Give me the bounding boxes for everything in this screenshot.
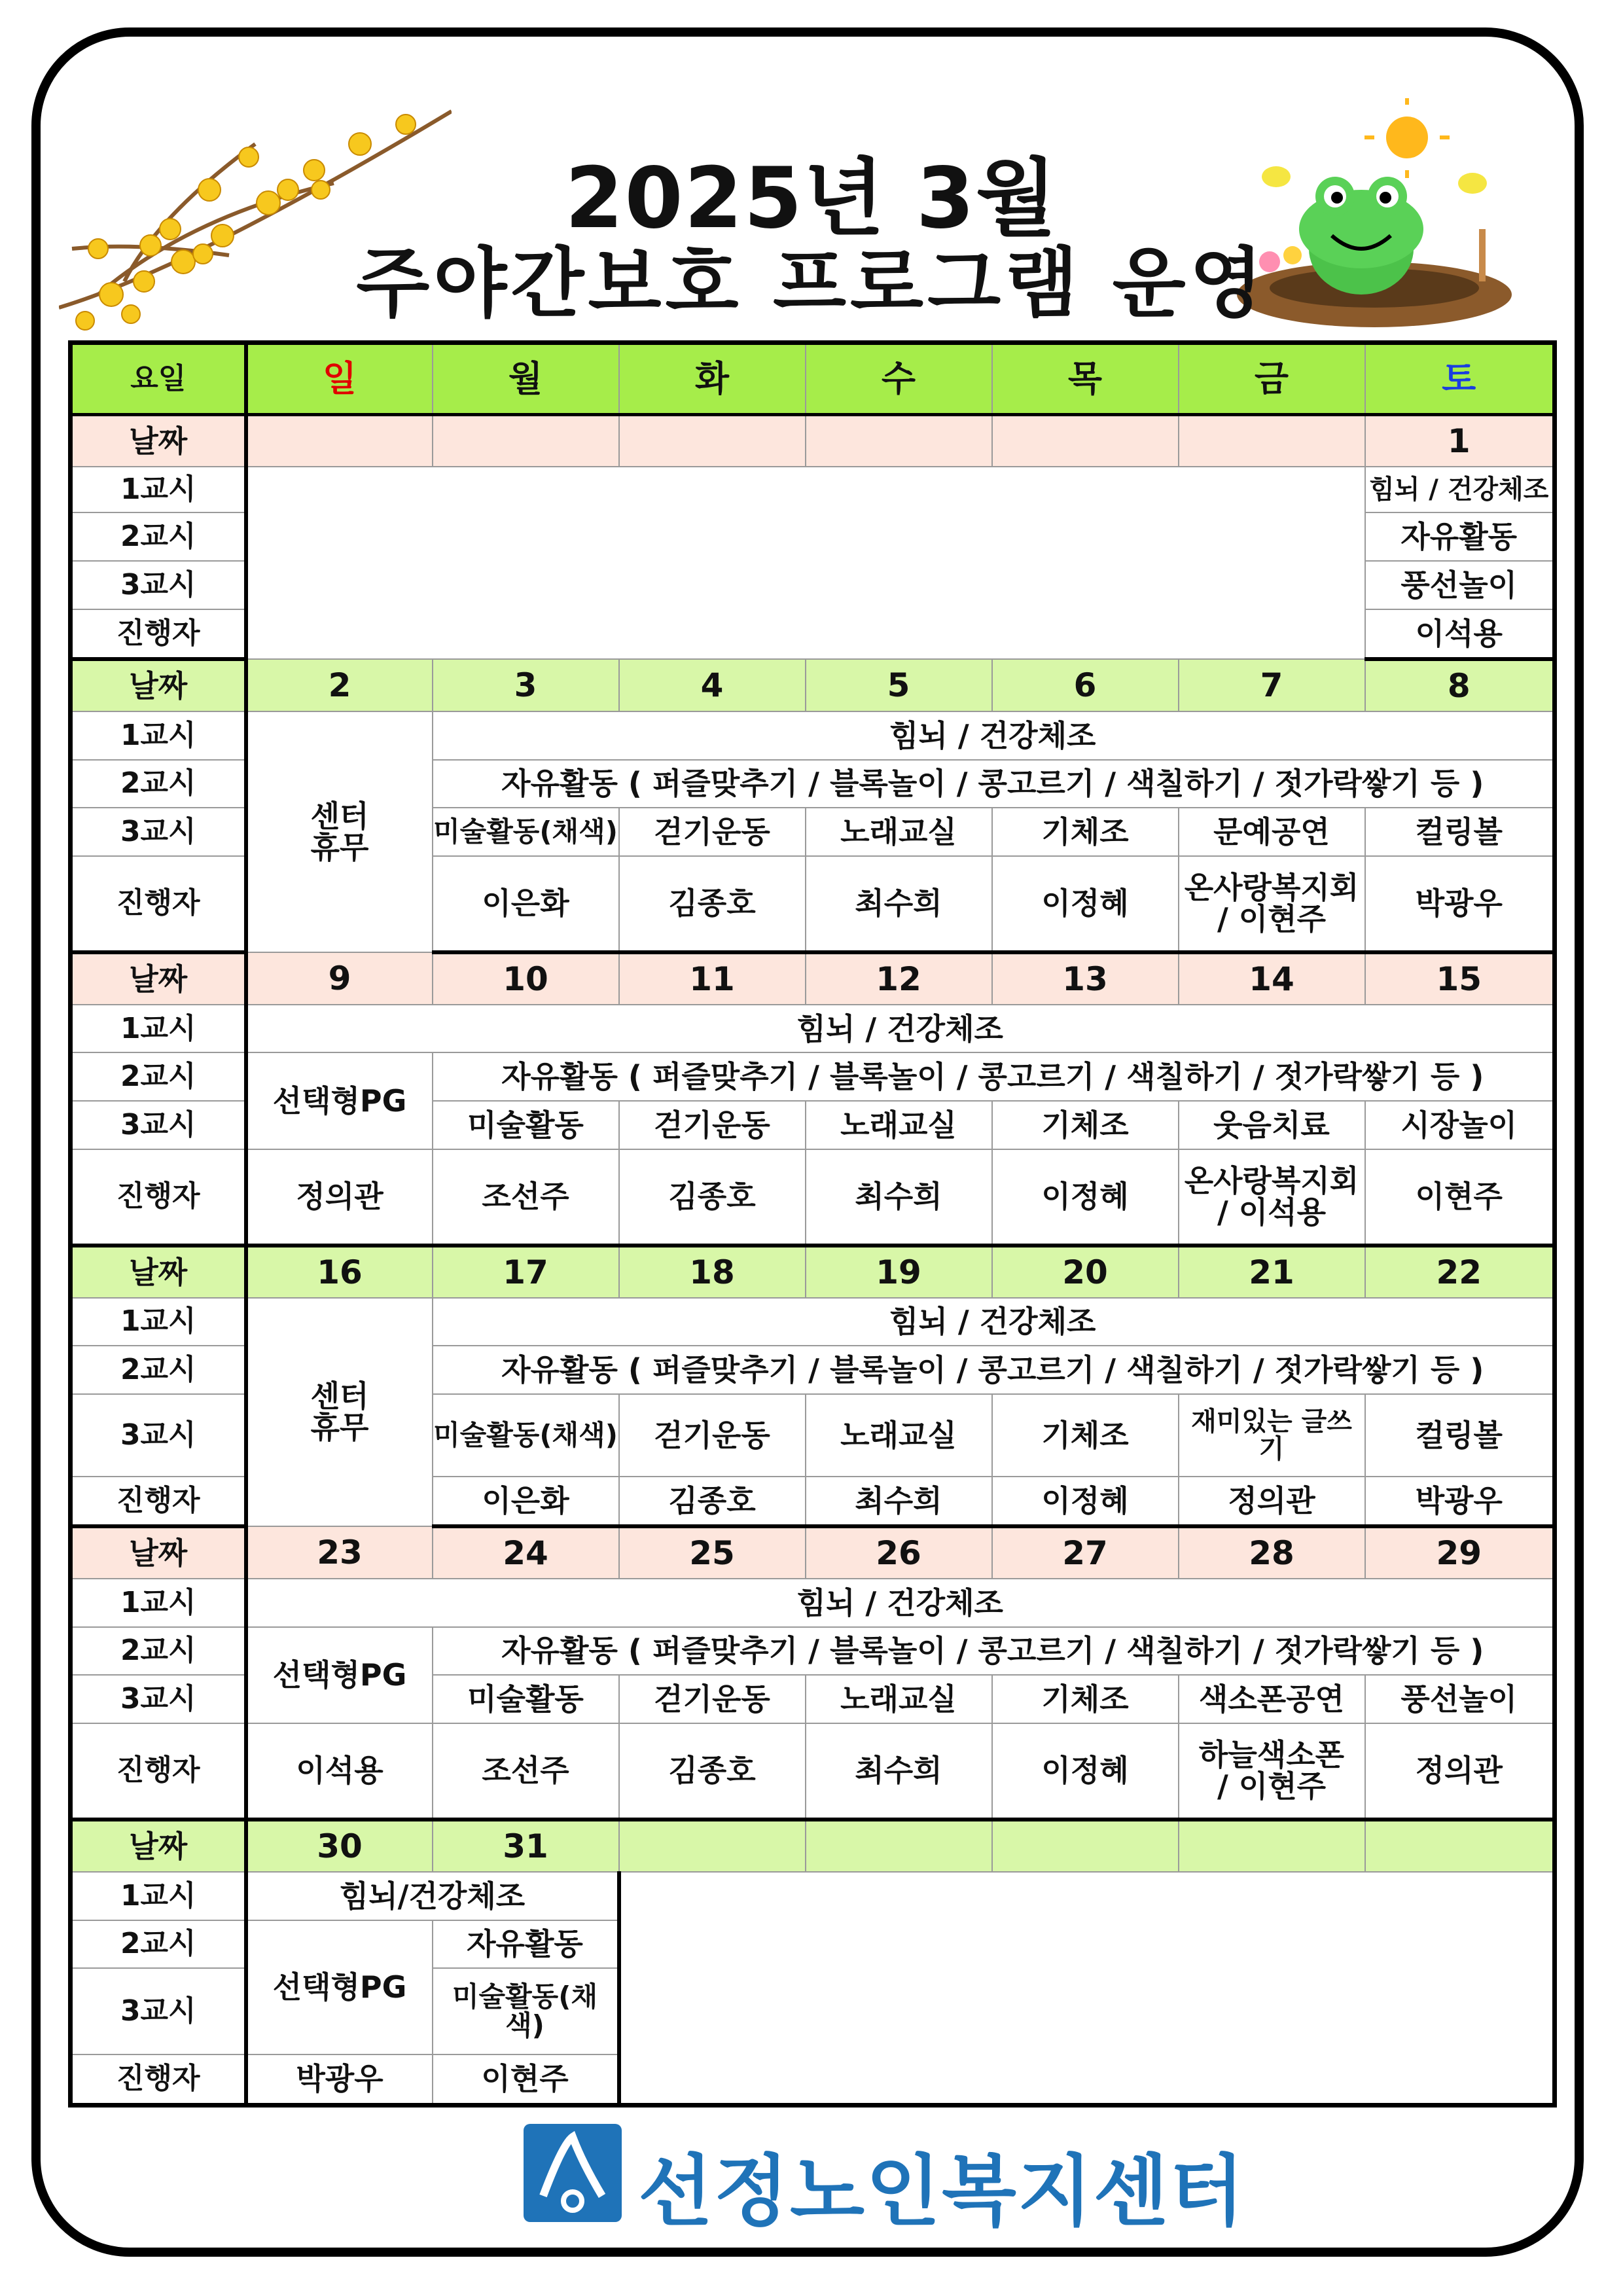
date-cell: 25 <box>619 1526 806 1579</box>
date-cell: 8 <box>1365 659 1555 711</box>
date-cell: 1 <box>1365 415 1555 467</box>
date-label: 날짜 <box>71 1246 246 1298</box>
date-cell: 11 <box>619 952 806 1005</box>
leader-cell: 김종호 <box>619 1477 806 1526</box>
leader-cell: 이은화 <box>433 856 619 952</box>
activity-cell: 힘뇌 / 건강체조 <box>1365 467 1555 512</box>
empty-date-cell <box>433 415 619 467</box>
center-closed-line2: 휴무 <box>310 830 369 865</box>
leader-cell: 이석용 <box>1365 609 1555 659</box>
day-fri: 금 <box>1179 343 1365 415</box>
day-mon: 월 <box>433 343 619 415</box>
common-p1-cell: 힘뇌/건강체조 <box>246 1872 619 1920</box>
week5-p1-row <box>71 1579 1555 1627</box>
leader-label: 진행자 <box>71 609 246 659</box>
leader-cell: 하늘색소폰 / 이현주 <box>1179 1723 1365 1820</box>
leader-cell: 온사랑복지회 / 이석용 <box>1179 1149 1365 1246</box>
period3-label: 3교시 <box>71 1101 246 1149</box>
period3-label: 3교시 <box>71 1968 246 2054</box>
date-cell: 16 <box>246 1246 433 1298</box>
empty-date-cell <box>992 415 1179 467</box>
activity-cell: 노래교실 <box>806 1101 992 1149</box>
period1-label: 1교시 <box>71 1872 246 1920</box>
leader-cell: 김종호 <box>619 1723 806 1820</box>
activity-cell: 풍선놀이 <box>1365 1675 1555 1723</box>
activity-cell: 자유활동 <box>433 1920 619 1969</box>
period3-label: 3교시 <box>71 1675 246 1723</box>
leader-cell: 정의관 <box>1365 1723 1555 1820</box>
activity-cell: 컬링볼 <box>1365 808 1555 856</box>
optional-program-cell: 선택형PG <box>246 1052 433 1149</box>
period3-label: 3교시 <box>71 1394 246 1477</box>
empty-date-cell <box>619 1820 806 1872</box>
week3-p1-row <box>71 1005 1555 1053</box>
date-cell: 2 <box>246 659 433 711</box>
activity-cell: 자유활동 <box>1365 512 1555 561</box>
leader-cell: 이정혜 <box>992 856 1179 952</box>
leader-label: 진행자 <box>71 856 246 952</box>
activity-cell: 미술활동(채색) <box>433 1394 619 1477</box>
week2-p1-row <box>71 711 1555 760</box>
period2-label: 2교시 <box>71 1052 246 1101</box>
activity-cell: 노래교실 <box>806 1675 992 1723</box>
common-p1-cell: 힘뇌 / 건강체조 <box>433 711 1555 760</box>
date-cell: 29 <box>1365 1526 1555 1579</box>
week6-empty-block <box>619 1872 1555 2106</box>
week1-empty-block <box>246 467 1365 659</box>
week4-p1-row <box>71 1298 1555 1346</box>
logo-mark-icon <box>524 2124 622 2222</box>
activity-cell: 색소폰공연 <box>1179 1675 1365 1723</box>
activity-cell: 컬링볼 <box>1365 1394 1555 1477</box>
leader-cell: 최수희 <box>806 1477 992 1526</box>
activity-cell: 기체조 <box>992 1101 1179 1149</box>
date-cell: 22 <box>1365 1246 1555 1298</box>
leader-label: 진행자 <box>71 1477 246 1526</box>
week5-p2-row <box>71 1627 1555 1676</box>
center-closed-cell <box>246 1298 433 1526</box>
activity-cell: 풍선놀이 <box>1365 561 1555 609</box>
date-cell: 9 <box>246 952 433 1005</box>
week5-date-row <box>71 1526 1555 1579</box>
week1-date-row <box>71 415 1555 467</box>
activity-cell: 걷기운동 <box>619 1675 806 1723</box>
activity-cell: 기체조 <box>992 1394 1179 1477</box>
date-cell: 31 <box>433 1820 619 1872</box>
optional-program-cell: 선택형PG <box>246 1920 433 2054</box>
period2-label: 2교시 <box>71 1346 246 1394</box>
date-cell: 19 <box>806 1246 992 1298</box>
period1-label: 1교시 <box>71 1579 246 1627</box>
leader-label: 진행자 <box>71 2054 246 2105</box>
date-cell: 24 <box>433 1526 619 1579</box>
leader-cell: 김종호 <box>619 1149 806 1246</box>
date-cell: 26 <box>806 1526 992 1579</box>
leader-cell: 이현주 <box>1365 1149 1555 1246</box>
date-cell: 21 <box>1179 1246 1365 1298</box>
week6-p1-row <box>71 1872 1555 1920</box>
period2-label: 2교시 <box>71 512 246 561</box>
center-closed-line1: 센터 <box>310 1378 369 1414</box>
date-cell: 23 <box>246 1526 433 1579</box>
logo-mark-glyph <box>524 2124 622 2222</box>
activity-cell: 미술활동(채색) <box>433 1968 619 2054</box>
date-cell: 30 <box>246 1820 433 1872</box>
week3-leader-row <box>71 1149 1555 1246</box>
date-cell: 28 <box>1179 1526 1365 1579</box>
leader-cell: 박광우 <box>1365 856 1555 952</box>
empty-date-cell <box>619 415 806 467</box>
leader-cell: 박광우 <box>1365 1477 1555 1526</box>
empty-date-cell <box>992 1820 1179 1872</box>
date-cell: 27 <box>992 1526 1179 1579</box>
week6-date-row <box>71 1820 1555 1872</box>
activity-cell: 미술활동(채색) <box>433 808 619 856</box>
empty-date-cell <box>1365 1820 1555 1872</box>
date-cell: 15 <box>1365 952 1555 1005</box>
period2-label: 2교시 <box>71 760 246 808</box>
period2-label: 2교시 <box>71 1920 246 1969</box>
activity-cell: 미술활동 <box>433 1101 619 1149</box>
weekday-header-row <box>71 343 1555 415</box>
center-closed-line1: 센터 <box>310 798 369 834</box>
day-sat: 토 <box>1365 343 1555 415</box>
leader-cell: 정의관 <box>1179 1477 1365 1526</box>
week2-date-row <box>71 659 1555 711</box>
week3-p2-row <box>71 1052 1555 1101</box>
leader-cell: 이은화 <box>433 1477 619 1526</box>
center-closed-line2: 휴무 <box>310 1410 369 1446</box>
common-p2-cell: 자유활동 ( 퍼즐맞추기 / 블록놀이 / 콩고르기 / 색칠하기 / 젓가락쌓기 등 ) <box>433 1052 1555 1101</box>
activity-cell: 걷기운동 <box>619 1394 806 1477</box>
date-cell: 4 <box>619 659 806 711</box>
date-label: 날짜 <box>71 952 246 1005</box>
common-p1-cell: 힘뇌 / 건강체조 <box>433 1298 1555 1346</box>
title-line-2: 주야간보호 프로그램 운영 <box>356 240 1267 328</box>
leader-label: 진행자 <box>71 1149 246 1246</box>
weekday-label: 요일 <box>71 343 246 415</box>
activity-cell: 문예공연 <box>1179 808 1365 856</box>
date-label: 날짜 <box>71 1526 246 1579</box>
date-cell: 5 <box>806 659 992 711</box>
optional-program-cell: 선택형PG <box>246 1627 433 1723</box>
period2-label: 2교시 <box>71 1627 246 1676</box>
activity-cell: 시장놀이 <box>1365 1101 1555 1149</box>
leader-cell: 김종호 <box>619 856 806 952</box>
day-tue: 화 <box>619 343 806 415</box>
week5-leader-row <box>71 1723 1555 1820</box>
period3-label: 3교시 <box>71 808 246 856</box>
date-cell: 6 <box>992 659 1179 711</box>
date-cell: 7 <box>1179 659 1365 711</box>
common-p2-cell: 자유활동 ( 퍼즐맞추기 / 블록놀이 / 콩고르기 / 색칠하기 / 젓가락쌓기 등 ) <box>433 760 1555 808</box>
date-cell: 10 <box>433 952 619 1005</box>
empty-date-cell <box>1179 1820 1365 1872</box>
empty-date-cell <box>1179 415 1365 467</box>
leader-cell: 정의관 <box>246 1149 433 1246</box>
center-closed-cell <box>246 711 433 952</box>
empty-date-cell <box>246 415 433 467</box>
activity-cell: 기체조 <box>992 808 1179 856</box>
empty-date-cell <box>806 1820 992 1872</box>
leader-cell: 이정혜 <box>992 1723 1179 1820</box>
period1-label: 1교시 <box>71 1298 246 1346</box>
activity-cell: 노래교실 <box>806 808 992 856</box>
activity-cell: 노래교실 <box>806 1394 992 1477</box>
common-p2-cell: 자유활동 ( 퍼즐맞추기 / 블록놀이 / 콩고르기 / 색칠하기 / 젓가락쌓기 등 ) <box>433 1346 1555 1394</box>
date-label: 날짜 <box>71 659 246 711</box>
activity-cell: 재미있는 글쓰기 <box>1179 1394 1365 1477</box>
date-label: 날짜 <box>71 1820 246 1872</box>
leader-cell: 조선주 <box>433 1723 619 1820</box>
leader-cell: 조선주 <box>433 1149 619 1246</box>
activity-cell: 기체조 <box>992 1675 1179 1723</box>
date-cell: 20 <box>992 1246 1179 1298</box>
leader-cell: 이석용 <box>246 1723 433 1820</box>
day-thu: 목 <box>992 343 1179 415</box>
date-cell: 14 <box>1179 952 1365 1005</box>
date-label: 날짜 <box>71 415 246 467</box>
leader-cell: 이현주 <box>433 2054 619 2105</box>
leader-cell: 이정혜 <box>992 1149 1179 1246</box>
leader-cell: 최수희 <box>806 1723 992 1820</box>
period1-label: 1교시 <box>71 467 246 512</box>
common-p2-cell: 자유활동 ( 퍼즐맞추기 / 블록놀이 / 콩고르기 / 색칠하기 / 젓가락쌓기 등 ) <box>433 1627 1555 1676</box>
leader-cell: 최수희 <box>806 1149 992 1246</box>
day-wed: 수 <box>806 343 992 415</box>
period1-label: 1교시 <box>71 1005 246 1053</box>
program-schedule-table <box>68 340 1557 2108</box>
date-cell: 17 <box>433 1246 619 1298</box>
date-cell: 12 <box>806 952 992 1005</box>
date-cell: 18 <box>619 1246 806 1298</box>
date-cell: 3 <box>433 659 619 711</box>
period3-label: 3교시 <box>71 561 246 609</box>
week4-date-row <box>71 1246 1555 1298</box>
leader-cell: 이정혜 <box>992 1477 1179 1526</box>
leader-cell: 최수희 <box>806 856 992 952</box>
org-name: 선정노인복지센터 <box>638 2146 1245 2236</box>
center-logo <box>524 2111 1245 2236</box>
empty-date-cell <box>806 415 992 467</box>
period1-label: 1교시 <box>71 711 246 760</box>
leader-cell: 온사랑복지회 / 이현주 <box>1179 856 1365 952</box>
week1-p1-row <box>71 467 1555 512</box>
leader-label: 진행자 <box>71 1723 246 1820</box>
leader-cell: 박광우 <box>246 2054 433 2105</box>
common-p1-cell: 힘뇌 / 건강체조 <box>246 1579 1555 1627</box>
activity-cell: 걷기운동 <box>619 1101 806 1149</box>
activity-cell: 걷기운동 <box>619 808 806 856</box>
day-sun: 일 <box>246 343 433 415</box>
activity-cell: 웃음치료 <box>1179 1101 1365 1149</box>
common-p1-cell: 힘뇌 / 건강체조 <box>246 1005 1555 1053</box>
activity-cell: 미술활동 <box>433 1675 619 1723</box>
date-cell: 13 <box>992 952 1179 1005</box>
title-line-1: 2025년 3월 <box>565 150 1058 247</box>
week3-date-row <box>71 952 1555 1005</box>
